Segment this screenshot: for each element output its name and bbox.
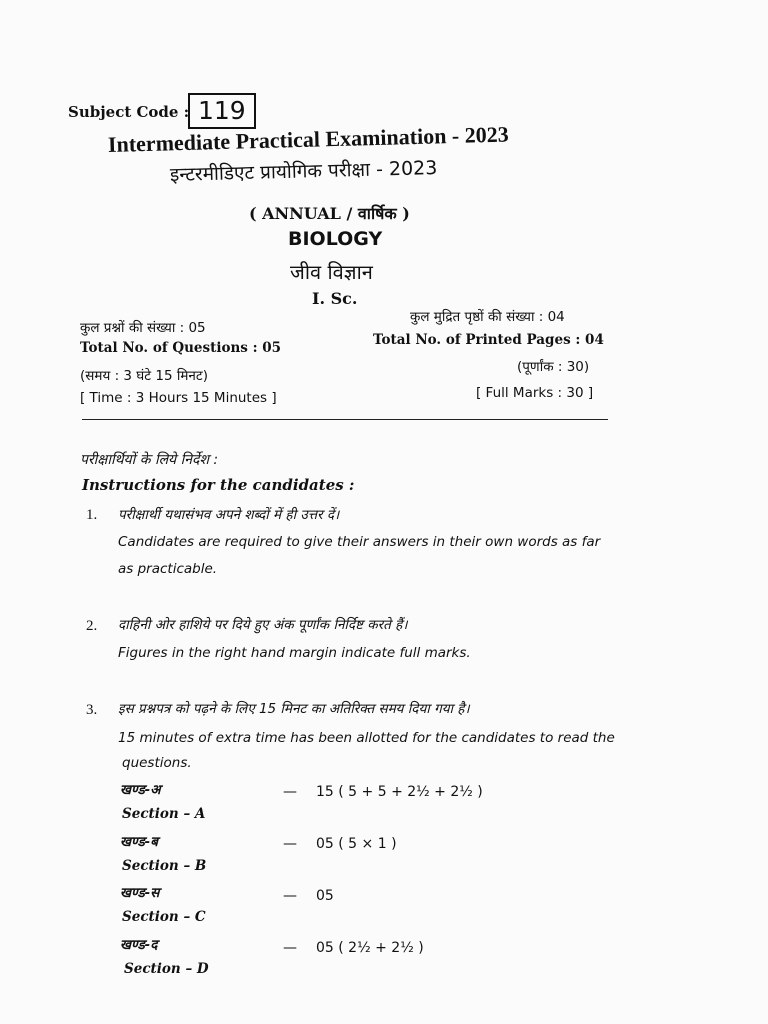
subject-code-box: 119 [188,93,256,129]
section-b-en: Section – B [122,858,207,874]
instruction-2-en-line1: Figures in the right hand margin indicate full marks. [118,645,471,661]
section-d-hi: खण्ड-द [120,937,158,953]
stream-label: I. Sc. [312,289,358,308]
exam-title-en: Intermediate Practical Examination - 2023 [107,121,509,157]
instruction-3-hi: इस प्रश्नपत्र को पढ़ने के लिए 15 मिनट का अतिरिक्त समय दिया गया है। [118,701,470,717]
section-b-marks: 05 ( 5 × 1 ) [316,836,397,852]
marks-hi: (पूर्णांक : 30) [517,359,590,375]
time-hi: (समय : 3 घंटे 15 मिनट) [80,368,208,384]
instructions-heading-hi: परीक्षार्थियों के लिये निर्देश : [80,452,219,468]
section-c-marks: 05 [316,888,334,904]
instruction-number: 1. [86,507,98,523]
section-c-dash: — [283,888,297,904]
time-en: [ Time : 3 Hours 15 Minutes ] [80,390,277,406]
instruction-number: 3. [86,702,98,718]
section-b-dash: — [283,836,297,852]
questions-count-en: Total No. of Questions : 05 [80,340,282,356]
instruction-1-en-line2: as practicable. [118,561,218,577]
instruction-3-en-line1: 15 minutes of extra time has been allotted for the candidates to read the [118,730,615,746]
section-c-hi: खण्ड-स [120,885,160,901]
questions-count-hi: कुल प्रश्नों की संख्या : 05 [80,320,206,336]
instruction-2-hi: दाहिनी ओर हाशिये पर दिये हुए अंक पूर्णांक निर्दिष्ट करते हैं। [118,617,408,633]
instructions-heading-en: Instructions for the candidates : [82,476,355,494]
session-label: ( ANNUAL / वार्षिक ) [249,204,410,223]
exam-title-hi: इन्टरमीडिएट प्रायोगिक परीक्षा - 2023 [169,157,438,186]
subject-code-label: Subject Code : [68,103,190,121]
section-b-hi: खण्ड-ब [120,834,158,850]
divider-line [82,419,608,420]
instruction-1-hi: परीक्षार्थी यथासंभव अपने शब्दों में ही उत्तर दें। [118,507,340,523]
subject-en: BIOLOGY [288,228,383,250]
marks-en: [ Full Marks : 30 ] [476,385,594,401]
section-a-hi: खण्ड-अ [120,782,161,798]
section-a-dash: — [283,784,297,800]
section-d-dash: — [283,940,297,956]
subject-hi: जीव विज्ञान [290,260,373,284]
section-d-en: Section – D [124,961,209,977]
pages-count-hi: कुल मुद्रित पृष्ठों की संख्या : 04 [410,309,565,325]
instruction-1-en-line1: Candidates are required to give their answers in their own words as far [118,534,601,550]
section-d-marks: 05 ( 2½ + 2½ ) [316,940,424,956]
instruction-3-en-line2: questions. [122,755,192,771]
section-a-en: Section – A [122,806,206,822]
instruction-number: 2. [86,618,98,634]
section-c-en: Section – C [122,909,206,925]
section-a-marks: 15 ( 5 + 5 + 2½ + 2½ ) [316,784,483,800]
pages-count-en: Total No. of Printed Pages : 04 [373,332,604,348]
